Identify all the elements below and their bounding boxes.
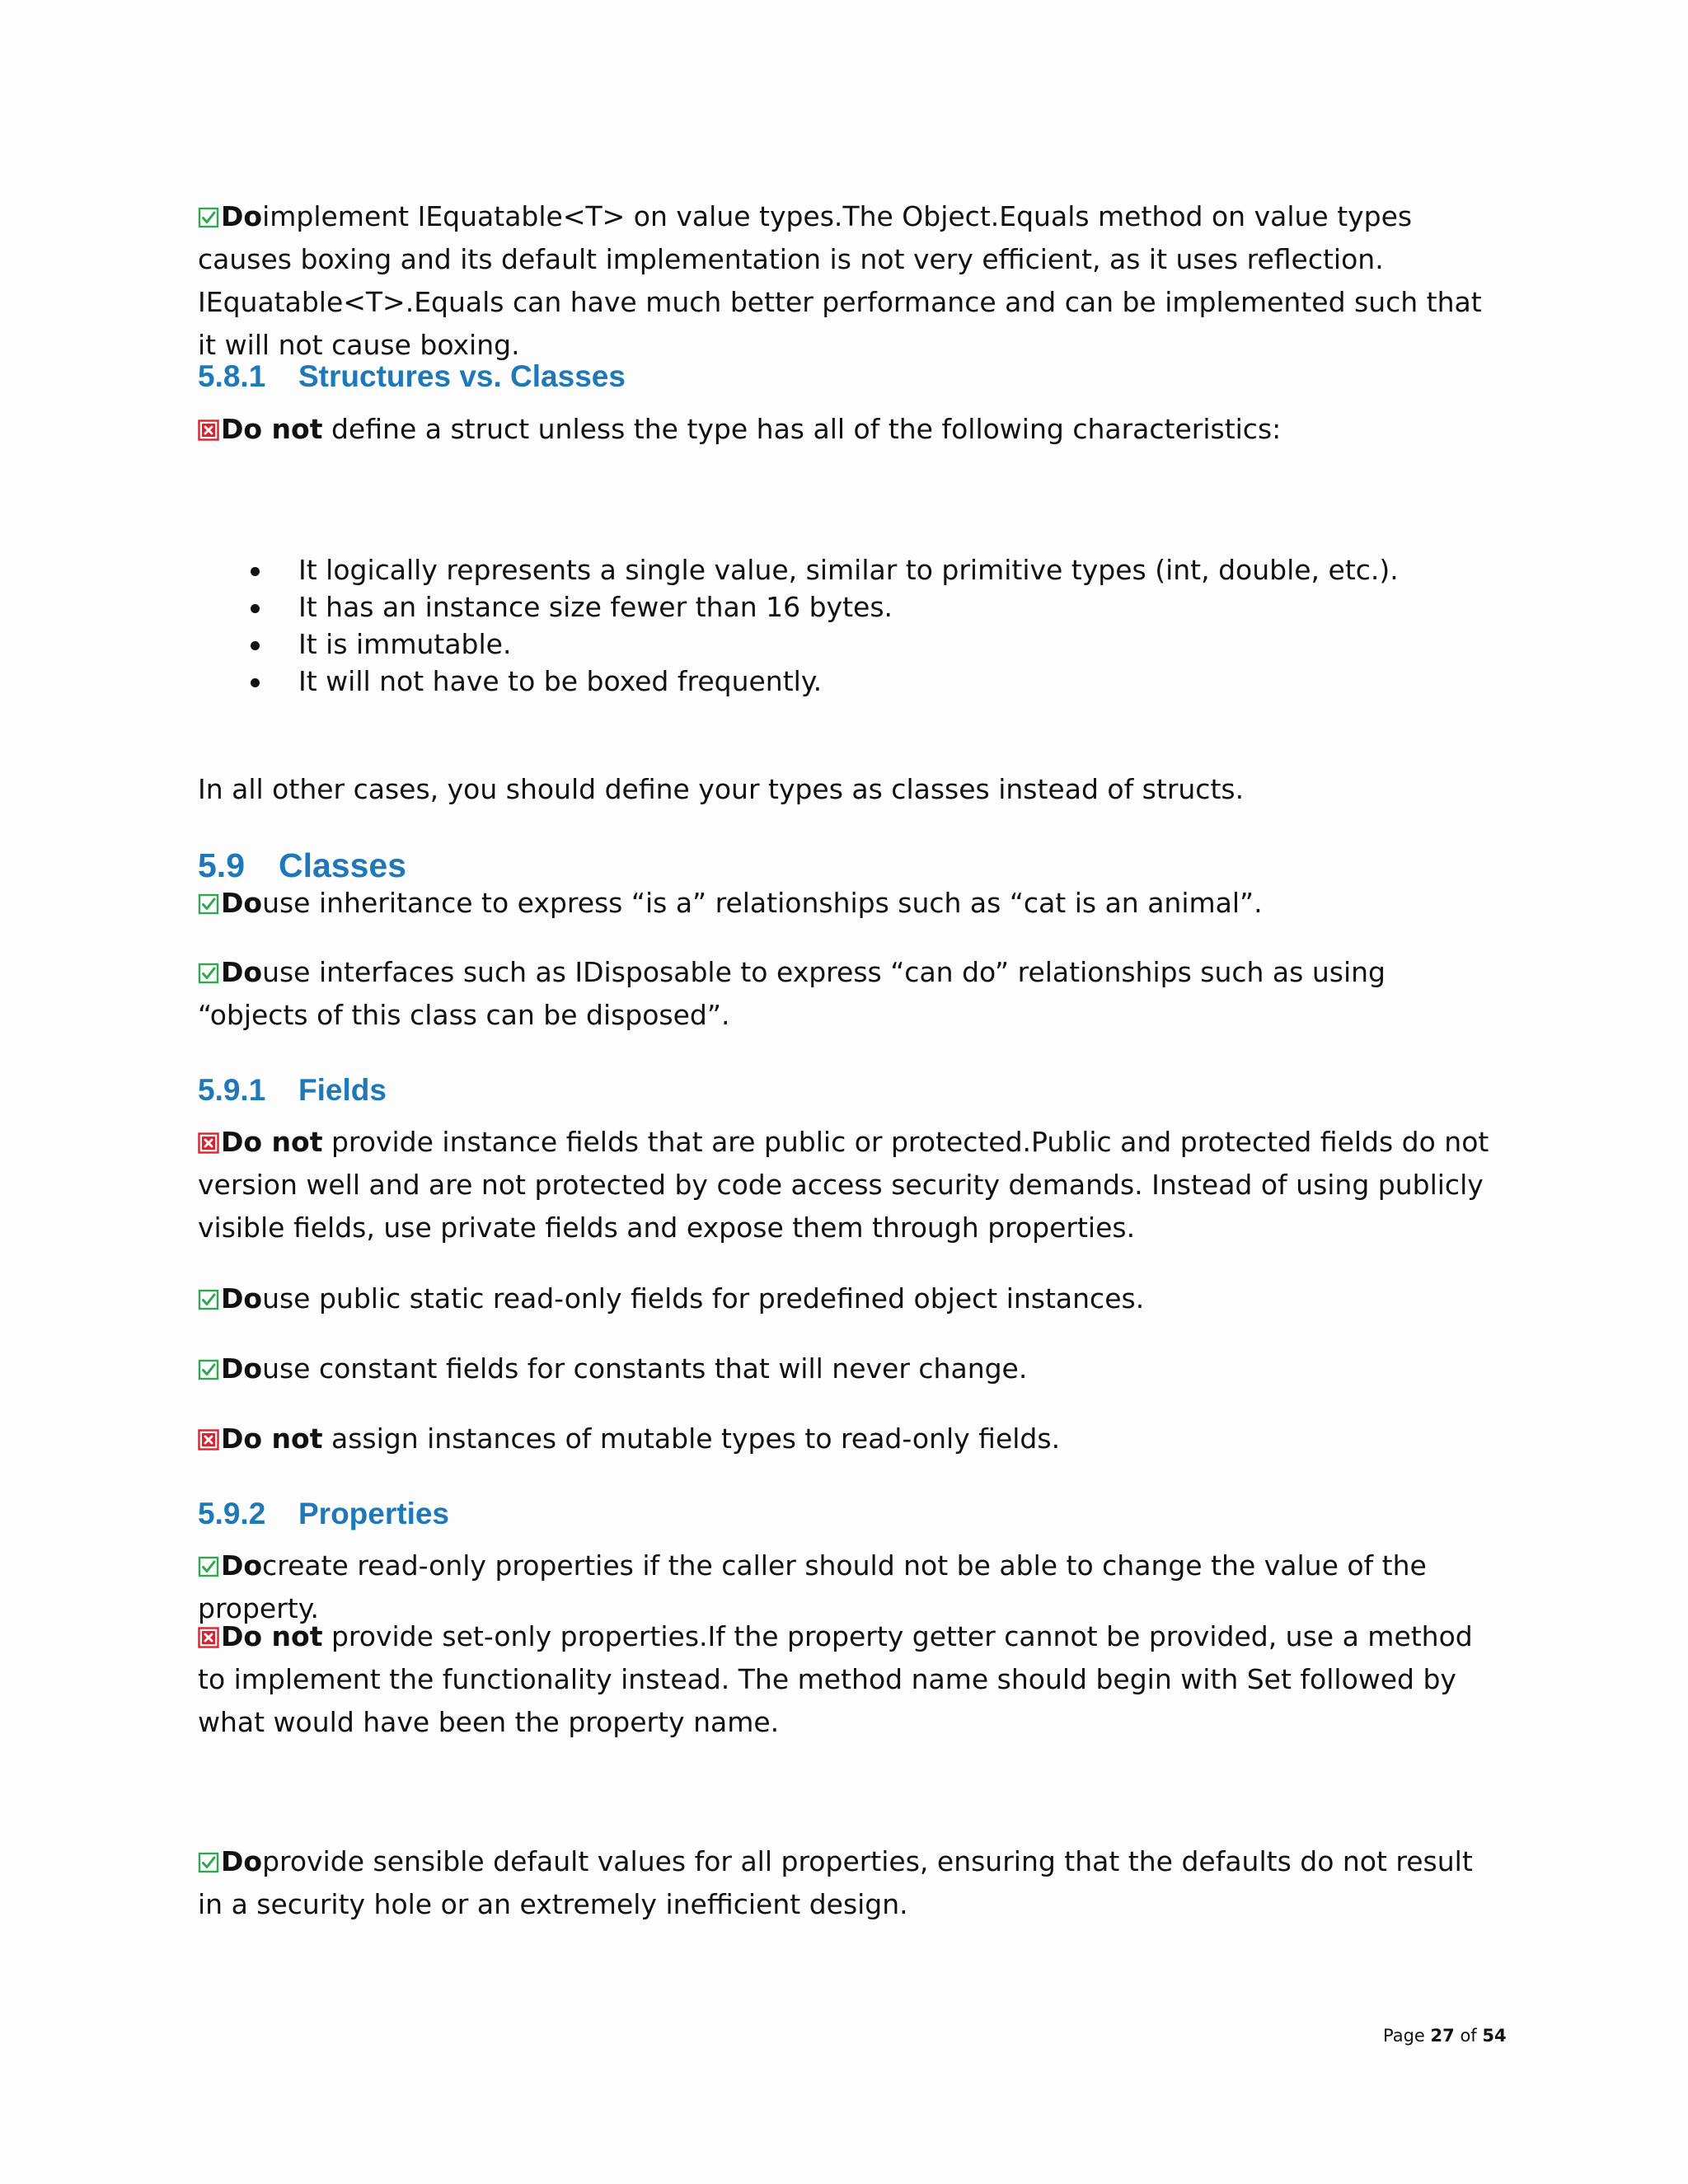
guideline-paragraph xyxy=(198,951,1500,1037)
checkbox-check-icon xyxy=(198,1289,219,1310)
section-title: Structures vs. Classes xyxy=(298,359,626,393)
guideline-paragraph xyxy=(198,408,1500,451)
section-heading-5-8-1 xyxy=(198,359,626,395)
checkbox-cross-icon xyxy=(198,419,219,441)
list-item: It has an instance size fewer than 16 bytes. xyxy=(247,588,1399,626)
guideline-keyword: Do not xyxy=(221,1422,323,1455)
guideline-paragraph xyxy=(198,1347,1500,1390)
guideline-text: provide sensible default values for all properties, ensuring that the defaults do not result in a security hole or an extremely inefficient design. xyxy=(198,1845,1473,1920)
bullet-icon xyxy=(251,678,260,687)
guideline-keyword: Do xyxy=(221,1845,263,1877)
list-item: It logically represents a single value, similar to primitive types (int, double, etc.). xyxy=(247,551,1399,588)
section-heading-5-9-1 xyxy=(198,1072,387,1108)
guideline-keyword: Do xyxy=(221,956,263,988)
checkbox-cross-icon xyxy=(198,1429,219,1451)
checkbox-check-icon xyxy=(198,1556,219,1577)
guideline-keyword: Do not xyxy=(221,1126,323,1158)
guideline-text: assign instances of mutable types to read-only fields. xyxy=(322,1422,1061,1455)
guideline-paragraph xyxy=(198,1277,1500,1320)
guideline-paragraph xyxy=(198,1615,1500,1744)
guideline-text: use public static read-only fields for predefined object instances. xyxy=(262,1282,1145,1315)
section-number: 5.8.1 xyxy=(198,359,266,393)
list-item: It is immutable. xyxy=(247,626,1399,663)
guideline-keyword: Do xyxy=(221,1352,263,1385)
bullet-icon xyxy=(251,567,260,576)
section-number: 5.9.2 xyxy=(198,1497,266,1530)
bullet-icon xyxy=(251,641,260,650)
list-item: It will not have to be boxed frequently. xyxy=(247,663,1399,700)
section-heading-5-9 xyxy=(198,846,406,885)
checkbox-check-icon xyxy=(198,893,219,915)
guideline-text: use inheritance to express “is a” relationships such as “cat is an animal”. xyxy=(262,887,1263,919)
guideline-paragraph xyxy=(198,882,1500,925)
guideline-keyword: Do not xyxy=(221,413,323,445)
page-footer xyxy=(1383,2026,1507,2046)
guideline-paragraph xyxy=(198,1840,1500,1926)
checkbox-check-icon xyxy=(198,963,219,984)
page-number: 27 xyxy=(1430,2026,1455,2046)
checkbox-cross-icon xyxy=(198,1627,219,1648)
bullet-icon xyxy=(251,604,260,613)
guideline-text: use constant fields for constants that will never change. xyxy=(262,1352,1028,1385)
section-title: Fields xyxy=(298,1073,387,1107)
section-title: Classes xyxy=(279,846,407,884)
characteristics-list xyxy=(247,551,1399,700)
guideline-text: provide instance fields that are public or protected.Public and protected fields do not version well and are not protected by code access security demands. Instead of using publicly visible fields, use private fields and expose them through properties. xyxy=(198,1126,1489,1244)
section-heading-5-9-2 xyxy=(198,1496,449,1532)
guideline-keyword: Do xyxy=(221,887,263,919)
guideline-keyword: Do xyxy=(221,1549,263,1582)
guideline-keyword: Do xyxy=(221,1282,263,1315)
guideline-keyword: Do not xyxy=(221,1620,323,1652)
checkbox-cross-icon xyxy=(198,1132,219,1154)
page-of: of xyxy=(1460,2026,1477,2046)
body-paragraph: In all other cases, you should define your types as classes instead of structs. xyxy=(198,773,1245,805)
guideline-text: use interfaces such as IDisposable to express “can do” relationships such as using “objects of this class can be disposed”. xyxy=(198,956,1386,1031)
guideline-text: create read-only properties if the caller should not be able to change the value of the property. xyxy=(198,1549,1427,1624)
guideline-paragraph xyxy=(198,1121,1500,1249)
section-title: Properties xyxy=(298,1497,450,1530)
page-total: 54 xyxy=(1482,2026,1507,2046)
guideline-text: define a struct unless the type has all of the following characteristics: xyxy=(322,413,1282,445)
guideline-text: implement IEquatable<T> on value types.The Object.Equals method on value types causes boxing and its default implementation is not very efficient, as it uses reflection. IEquatable<T>.Equals can have much better performance and can be implemented such that it will not cause boxing. xyxy=(198,200,1482,361)
checkbox-check-icon xyxy=(198,1359,219,1380)
page-label: Page xyxy=(1383,2026,1425,2046)
guideline-text: provide set-only properties.If the property getter cannot be provided, use a method to implement the functionality instead. The method name should begin with Set followed by what would have been the property name. xyxy=(198,1620,1473,1738)
checkbox-check-icon xyxy=(198,207,219,228)
guideline-paragraph xyxy=(198,1418,1500,1460)
guideline-keyword: Do xyxy=(221,200,263,232)
section-number: 5.9.1 xyxy=(198,1073,266,1107)
guideline-paragraph xyxy=(198,195,1500,367)
checkbox-check-icon xyxy=(198,1852,219,1873)
section-number: 5.9 xyxy=(198,846,245,884)
